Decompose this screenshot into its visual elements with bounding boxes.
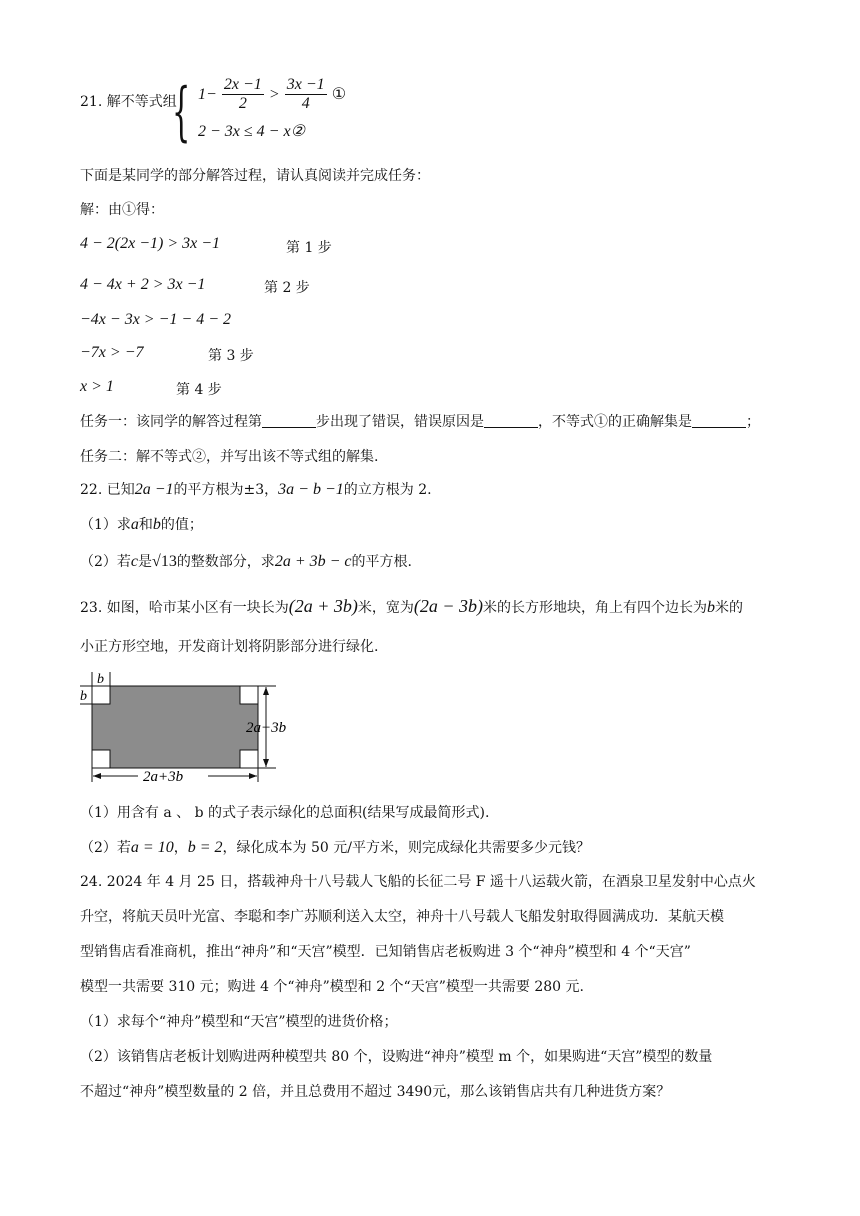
q23-a-value: a = 10 xyxy=(130,839,174,856)
q23-b-value: b = 2 xyxy=(187,839,223,856)
fig-label-height: 2a−3b xyxy=(246,720,287,736)
q22-part2 xyxy=(80,552,412,572)
q21-task1 xyxy=(80,412,760,432)
q21-intro: 下面是某同学的部分解答过程，请认真阅读并完成任务： xyxy=(80,168,430,184)
q22-part1 xyxy=(80,515,203,535)
q22-sqrt13: √13 xyxy=(152,553,177,570)
q23-var-b: b xyxy=(707,599,715,616)
ineq1-frac1 xyxy=(222,76,264,113)
height-arrowhead-top xyxy=(263,687,269,695)
q23-p2-text-b: ， xyxy=(173,840,188,856)
q24-line3: 型销售店看准商机，推出“神舟”和“天宫”模型．已知销售店老板购进 3 个“神舟”模型和 4 个“天宫” xyxy=(80,944,691,960)
q23-p2-text-c: ，绿化成本为 50 元/平方米，则完成绿化共需要多少元钱？ xyxy=(222,840,590,856)
blank-step xyxy=(262,413,316,428)
q23-length: (2a + 3b) xyxy=(288,596,358,616)
fig-label-width: 2a+3b xyxy=(143,769,184,785)
q23-line1 xyxy=(80,596,743,618)
q24-part1: （1）求每个“神舟”模型和“天宫”模型的进货价格； xyxy=(80,1014,398,1030)
plot-rectangle xyxy=(92,686,258,768)
ineq1-frac2 xyxy=(285,76,327,113)
ineq1-op: > xyxy=(268,86,280,103)
corner-square-tr xyxy=(240,686,258,704)
ineq1-mark: ① xyxy=(331,86,347,103)
q23-text-b: 米，宽为 xyxy=(357,600,414,616)
corner-square-br xyxy=(240,750,258,768)
system-brace: { xyxy=(172,75,191,149)
task1-text-b: 步出现了错误，错误原因是 xyxy=(316,414,484,430)
inequality-2: 2 − 3x ≤ 4 − x② xyxy=(198,123,305,140)
q22-expr2: 3a − b −1 xyxy=(278,481,344,498)
ineq1-den2: 4 xyxy=(301,95,310,112)
task1-text-d: ； xyxy=(746,414,760,430)
q24-line2: 升空，将航天员叶光富、李聪和李广苏顺利送入太空，神舟十八号载人飞船发射取得圆满成功．某航天模 xyxy=(80,909,724,925)
q22-p2-expr: 2a + 3b − c xyxy=(274,553,352,570)
q21-label: 21. 解不等式组 xyxy=(80,94,177,110)
q21-task2: 任务二：解不等式②，并写出该不等式组的解集. xyxy=(80,449,379,465)
step-label-4: 第 3 步 xyxy=(208,348,254,364)
q22-p1-text-a: （1）求 xyxy=(80,517,131,533)
ineq1-den1: 2 xyxy=(238,95,247,112)
ineq1-num2: 3x −1 xyxy=(286,76,325,93)
q23-p2-text-a: （2）若 xyxy=(80,840,131,856)
q22-p1-var-a: a xyxy=(130,516,139,533)
q22-p2-text-a: （2）若 xyxy=(80,554,131,570)
q22-p2-var-c: c xyxy=(130,553,139,570)
step-label-2: 第 2 步 xyxy=(264,280,310,296)
q23-text-a: 23. 如图，哈市某小区有一块长为 xyxy=(80,600,289,616)
step-label-5: 第 4 步 xyxy=(176,382,222,398)
ineq1-left: 1− xyxy=(198,86,217,103)
step-expr-3: −4x − 3x > −1 − 4 − 2 xyxy=(80,311,231,328)
task1-text-c: ，不等式①的正确解集是 xyxy=(538,414,692,430)
q23-part1: （1）用含有 a 、 b 的式子表示绿化的总面积(结果写成最简形式). xyxy=(80,805,490,821)
blank-reason xyxy=(484,413,538,428)
ineq1-num1: 2x −1 xyxy=(223,76,262,93)
width-arrowhead-right xyxy=(249,773,257,779)
step-expr-5: x > 1 xyxy=(80,378,114,395)
q22-text-a: 22. 已知 xyxy=(80,482,135,498)
q22-text-c: 的立方根为 2. xyxy=(343,482,432,498)
q23-text-c: 米的长方形地块，角上有四个边长为 xyxy=(483,600,707,616)
q22-p1-text-b: 和 xyxy=(138,517,153,533)
fig-label-b-left: b xyxy=(80,689,87,704)
q22-p1-text-c: 的值； xyxy=(160,517,203,533)
step-expr-1: 4 − 2(2x −1) > 3x −1 xyxy=(80,235,221,252)
blank-solution xyxy=(692,413,746,428)
step-label-1: 第 1 步 xyxy=(286,240,332,256)
q23-width: (2a − 3b) xyxy=(413,596,483,616)
q22-p2-text-c: 的整数部分，求 xyxy=(176,554,275,570)
step-expr-2: 4 − 4x + 2 > 3x −1 xyxy=(80,276,206,293)
q21-solve: 解：由①得： xyxy=(80,202,164,218)
q23-figure xyxy=(76,670,296,790)
q22-p1-var-b: b xyxy=(152,516,161,533)
q22-text-b: 的平方根为±3， xyxy=(173,482,279,498)
q22-p2-text-b: 是 xyxy=(138,554,153,570)
q23-line2: 小正方形空地，开发商计划将阴影部分进行绿化. xyxy=(80,639,379,655)
step-expr-4: −7x > −7 xyxy=(80,344,144,361)
q23-part2 xyxy=(80,838,590,858)
corner-square-tl xyxy=(92,686,110,704)
q22-p2-text-d: 的平方根. xyxy=(351,554,412,570)
q22-expr1: 2a −1 xyxy=(134,481,174,498)
q24-part2-line1: （2）该销售店老板计划购进两种模型共 80 个，设购进“神舟”模型 m 个，如果购进“天宫”模型的数量 xyxy=(80,1049,713,1065)
q24-part2-line2: 不超过“神舟”模型数量的 2 倍，并且总费用不超过 3490元，那么该销售店共有几种进货方案？ xyxy=(80,1084,671,1100)
task1-text-a: 任务一：该同学的解答过程第 xyxy=(80,414,262,430)
fig-label-b-top: b xyxy=(97,672,104,687)
width-arrowhead-left xyxy=(93,773,101,779)
q24-line4: 模型一共需要 310 元；购进 4 个“神舟”模型和 2 个“天宫”模型一共需要 280 元. xyxy=(80,979,584,995)
inequality-1 xyxy=(198,76,346,113)
q23-text-d: 米的 xyxy=(715,600,743,616)
q24-line1: 24. 2024 年 4 月 25 日，搭载神舟十八号载人飞船的长征二号 F 遥十八运载火箭，在酒泉卫星发射中心点火 xyxy=(80,874,756,890)
q22-stem xyxy=(80,480,432,500)
corner-square-bl xyxy=(92,750,110,768)
height-arrowhead-bottom xyxy=(263,759,269,767)
